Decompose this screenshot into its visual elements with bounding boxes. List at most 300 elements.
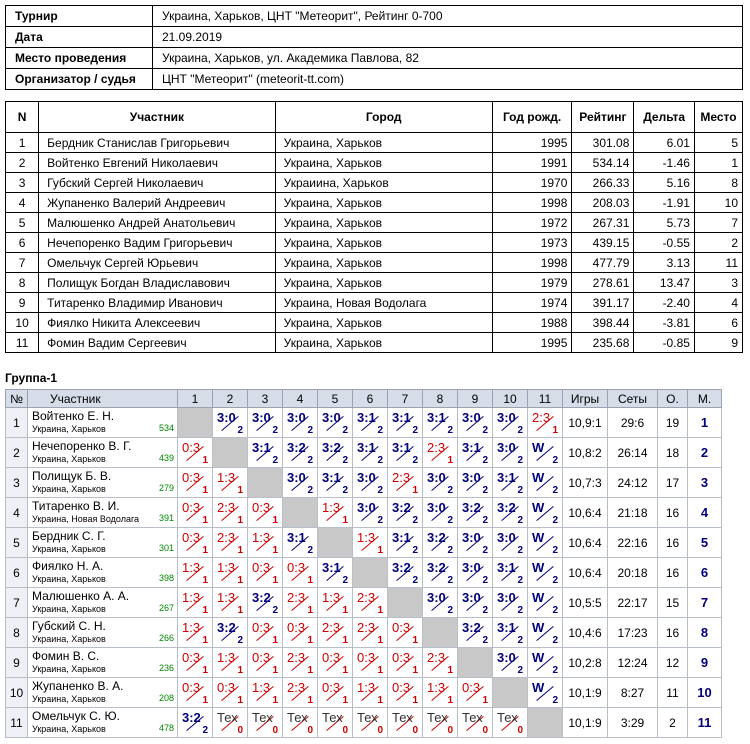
grid-player-num: 4 xyxy=(6,498,28,528)
participant-cell: 278.61 xyxy=(572,273,634,293)
participant-cell: Украина, Харьков xyxy=(275,213,492,233)
result-points: 0 xyxy=(517,725,523,736)
grid-result-cell xyxy=(283,678,318,708)
grid-result-cell xyxy=(318,558,353,588)
result-score: 0:3 xyxy=(252,620,271,635)
participant-cell: Украина, Харьков xyxy=(275,253,492,273)
result-points: 2 xyxy=(517,605,523,616)
result-points: 1 xyxy=(377,635,383,646)
grid-header-col: 6 xyxy=(353,390,388,408)
result-score: 0:3 xyxy=(322,650,341,665)
participant-cell: 534.14 xyxy=(572,153,634,173)
participants-table xyxy=(5,101,743,353)
result-points: 2 xyxy=(517,545,523,556)
grid-result-cell xyxy=(353,618,388,648)
grid-result-cell xyxy=(493,438,528,468)
result-points: 2 xyxy=(342,425,348,436)
grid-result-cell xyxy=(388,468,423,498)
grid-result-cell xyxy=(528,618,563,648)
result-score: 0:3 xyxy=(182,530,201,545)
participant-cell: 10 xyxy=(694,193,742,213)
result-points: 0 xyxy=(237,725,243,736)
result-score: 2:3 xyxy=(217,530,236,545)
grid-result-cell xyxy=(388,618,423,648)
grid-sets: 21:18 xyxy=(608,498,658,528)
result-score: 0:3 xyxy=(182,440,201,455)
result-points: 2 xyxy=(307,545,313,556)
participant-row xyxy=(6,193,743,213)
participant-cell: 1991 xyxy=(492,153,572,173)
grid-result-cell xyxy=(318,438,353,468)
result-points: 2 xyxy=(412,545,418,556)
grid-header-place: М. xyxy=(688,390,722,408)
info-value: 21.09.2019 xyxy=(153,27,743,48)
result-points: 1 xyxy=(272,515,278,526)
result-score: 3:0 xyxy=(427,590,446,605)
grid-sets: 29:6 xyxy=(608,408,658,438)
grid-points: 19 xyxy=(658,408,688,438)
grid-place: 5 xyxy=(688,528,722,558)
grid-player-num: 9 xyxy=(6,648,28,678)
grid-self-cell xyxy=(423,618,458,648)
grid-result-cell xyxy=(388,648,423,678)
participant-cell: 5 xyxy=(694,133,742,153)
result-points: 1 xyxy=(377,545,383,556)
result-score: 3:0 xyxy=(462,590,481,605)
grid-row xyxy=(6,468,722,498)
result-points: 1 xyxy=(202,545,208,556)
result-score: 0:3 xyxy=(392,680,411,695)
result-score: 3:1 xyxy=(497,470,516,485)
grid-games: 10,4:6 xyxy=(563,618,608,648)
grid-result-cell xyxy=(353,708,388,738)
grid-player-city: Украина, Харьков xyxy=(32,633,106,644)
participant-cell: Нечепоренко Вадим Григорьевич xyxy=(39,233,275,253)
info-value: Украина, Харьков, ул. Академика Павлова, 82 xyxy=(153,48,743,69)
participant-cell: Украина, Харьков xyxy=(275,333,492,353)
result-points: 2 xyxy=(307,425,313,436)
grid-result-cell xyxy=(423,408,458,438)
grid-result-cell xyxy=(388,408,423,438)
grid-result-cell xyxy=(528,588,563,618)
participant-cell: 5 xyxy=(6,213,39,233)
result-score: 1:3 xyxy=(357,530,376,545)
grid-row xyxy=(6,558,722,588)
result-score: 0:3 xyxy=(322,680,341,695)
result-score: 0:3 xyxy=(287,560,306,575)
grid-sets: 12:24 xyxy=(608,648,658,678)
grid-player-name: Губский С. Н. xyxy=(32,618,106,633)
result-score: 0:3 xyxy=(392,650,411,665)
grid-result-cell xyxy=(493,618,528,648)
grid-result-cell xyxy=(528,438,563,468)
result-score: 3:0 xyxy=(217,410,236,425)
grid-player xyxy=(28,708,178,738)
result-points: 2 xyxy=(237,635,243,646)
group-results-table xyxy=(5,389,722,738)
participant-row xyxy=(6,133,743,153)
result-score: W xyxy=(532,500,545,515)
grid-result-cell xyxy=(493,468,528,498)
result-score: Тех xyxy=(462,710,483,725)
grid-result-cell xyxy=(353,408,388,438)
result-score: 3:0 xyxy=(462,530,481,545)
result-score: 0:3 xyxy=(287,620,306,635)
result-points: 1 xyxy=(237,605,243,616)
result-points: 2 xyxy=(447,485,453,496)
participant-cell: Малюшенко Андрей Анатольевич xyxy=(39,213,275,233)
result-points: 2 xyxy=(517,425,523,436)
result-score: 3:2 xyxy=(287,440,306,455)
grid-self-cell xyxy=(493,678,528,708)
result-score: 3:1 xyxy=(497,560,516,575)
result-points: 1 xyxy=(412,695,418,706)
grid-player-rating: 208 xyxy=(158,693,174,703)
result-points: 2 xyxy=(272,605,278,616)
grid-row xyxy=(6,528,722,558)
result-points: 2 xyxy=(447,515,453,526)
participant-cell: Титаренко Владимир Иванович xyxy=(39,293,275,313)
grid-result-cell xyxy=(353,648,388,678)
result-points: 2 xyxy=(272,425,278,436)
result-points: 1 xyxy=(237,485,243,496)
participant-cell: 1988 xyxy=(492,313,572,333)
result-score: 2:3 xyxy=(427,440,446,455)
result-score: 1:3 xyxy=(217,590,236,605)
result-score: 2:3 xyxy=(357,620,376,635)
grid-games: 10,6:4 xyxy=(563,498,608,528)
grid-result-cell xyxy=(493,588,528,618)
result-score: Тех xyxy=(322,710,343,725)
grid-player-num: 3 xyxy=(6,468,28,498)
grid-result-cell xyxy=(388,678,423,708)
grid-player-city: Украина, Харьков xyxy=(32,573,106,584)
result-points: 2 xyxy=(482,515,488,526)
grid-result-cell xyxy=(178,438,213,468)
grid-result-cell xyxy=(178,558,213,588)
result-points: 2 xyxy=(377,515,383,526)
result-points: 1 xyxy=(202,485,208,496)
grid-result-cell xyxy=(353,588,388,618)
grid-result-cell xyxy=(318,648,353,678)
grid-player-rating: 236 xyxy=(158,663,174,673)
grid-result-cell xyxy=(388,528,423,558)
result-points: 2 xyxy=(482,455,488,466)
grid-player-city: Украина, Харьков xyxy=(32,693,106,704)
result-points: 1 xyxy=(307,575,313,586)
result-points: 2 xyxy=(342,455,348,466)
result-score: 0:3 xyxy=(252,500,271,515)
participant-cell: 1 xyxy=(6,133,39,153)
grid-header-sets: Сеты xyxy=(608,390,658,408)
grid-header-col: 2 xyxy=(213,390,248,408)
result-score: 1:3 xyxy=(427,680,446,695)
participant-cell: 1972 xyxy=(492,213,572,233)
grid-result-cell xyxy=(213,498,248,528)
result-score: 3:0 xyxy=(287,470,306,485)
result-points: 2 xyxy=(482,485,488,496)
participant-cell: 1998 xyxy=(492,193,572,213)
participant-cell: 4 xyxy=(694,293,742,313)
grid-result-cell xyxy=(178,648,213,678)
result-points: 1 xyxy=(272,575,278,586)
participant-cell: 1995 xyxy=(492,333,572,353)
grid-result-cell xyxy=(178,498,213,528)
result-points: 1 xyxy=(307,695,313,706)
participant-row xyxy=(6,253,743,273)
grid-result-cell xyxy=(213,618,248,648)
result-score: 3:1 xyxy=(252,440,271,455)
result-score: 3:0 xyxy=(287,410,306,425)
grid-result-cell xyxy=(423,588,458,618)
result-points: 2 xyxy=(237,425,243,436)
grid-player-rating: 398 xyxy=(158,573,174,583)
result-score: 3:0 xyxy=(357,470,376,485)
grid-player-city: Украина, Харьков xyxy=(32,603,106,614)
result-points: 2 xyxy=(447,425,453,436)
grid-result-cell xyxy=(248,588,283,618)
grid-result-cell xyxy=(283,558,318,588)
info-row xyxy=(6,48,743,69)
grid-result-cell xyxy=(528,558,563,588)
participant-row xyxy=(6,313,743,333)
grid-player xyxy=(28,588,178,618)
grid-points: 11 xyxy=(658,678,688,708)
grid-result-cell xyxy=(528,498,563,528)
result-points: 2 xyxy=(552,605,558,616)
grid-player-name: Титаренко В. И. xyxy=(32,498,120,513)
result-points: 1 xyxy=(307,665,313,676)
participant-cell: Украина, Новая Водолага xyxy=(275,293,492,313)
result-score: Тех xyxy=(357,710,378,725)
grid-result-cell xyxy=(318,618,353,648)
participant-cell: 8 xyxy=(6,273,39,293)
result-points: 2 xyxy=(412,425,418,436)
grid-player-city: Украина, Харьков xyxy=(32,663,106,674)
grid-result-cell xyxy=(423,648,458,678)
result-points: 2 xyxy=(447,545,453,556)
grid-result-cell xyxy=(458,468,493,498)
grid-result-cell xyxy=(388,708,423,738)
result-points: 2 xyxy=(482,425,488,436)
participant-cell: 3.13 xyxy=(634,253,695,273)
grid-player-city: Украина, Новая Водолага xyxy=(32,513,140,524)
participants-header: N xyxy=(6,102,39,133)
grid-result-cell xyxy=(178,468,213,498)
participant-cell: 1974 xyxy=(492,293,572,313)
participant-cell: 9 xyxy=(694,333,742,353)
grid-sets: 17:23 xyxy=(608,618,658,648)
participant-cell: Жупаненко Валерий Андреевич xyxy=(39,193,275,213)
result-score: W xyxy=(532,440,545,455)
grid-games: 10,8:2 xyxy=(563,438,608,468)
grid-result-cell xyxy=(493,558,528,588)
grid-player-num: 1 xyxy=(6,408,28,438)
grid-player xyxy=(28,408,178,438)
participant-cell: -0.85 xyxy=(634,333,695,353)
result-points: 2 xyxy=(552,485,558,496)
grid-result-cell xyxy=(213,558,248,588)
result-points: 1 xyxy=(482,695,488,706)
result-score: 3:1 xyxy=(427,410,446,425)
grid-result-cell xyxy=(458,558,493,588)
result-score: Тех xyxy=(392,710,413,725)
result-points: 2 xyxy=(482,635,488,646)
info-value: ЦНТ "Метеорит" (meteorit-tt.com) xyxy=(153,69,743,90)
result-score: 2:3 xyxy=(392,470,411,485)
grid-player-rating: 478 xyxy=(158,723,174,733)
result-score: 3:2 xyxy=(427,530,446,545)
result-points: 1 xyxy=(202,515,208,526)
participant-cell: 6 xyxy=(6,233,39,253)
result-score: 3:1 xyxy=(392,530,411,545)
grid-result-cell xyxy=(248,618,283,648)
grid-points: 16 xyxy=(658,498,688,528)
participant-cell: 1970 xyxy=(492,173,572,193)
participant-cell: -1.91 xyxy=(634,193,695,213)
result-score: 2:3 xyxy=(217,500,236,515)
grid-header-name: Участник xyxy=(28,390,178,408)
grid-result-cell xyxy=(213,678,248,708)
grid-result-cell xyxy=(248,438,283,468)
result-score: 1:3 xyxy=(182,620,201,635)
grid-result-cell xyxy=(423,498,458,528)
result-score: 1:3 xyxy=(322,500,341,515)
grid-result-cell xyxy=(318,408,353,438)
grid-result-cell xyxy=(423,438,458,468)
grid-player-name: Нечепоренко В. Г. xyxy=(32,438,132,453)
result-score: 1:3 xyxy=(217,650,236,665)
grid-sets: 20:18 xyxy=(608,558,658,588)
result-score: 3:2 xyxy=(182,710,201,725)
result-score: 3:0 xyxy=(427,470,446,485)
grid-player-rating: 279 xyxy=(158,483,174,493)
grid-result-cell xyxy=(423,468,458,498)
result-points: 2 xyxy=(412,515,418,526)
grid-result-cell xyxy=(528,648,563,678)
result-score: 1:3 xyxy=(357,680,376,695)
grid-result-cell xyxy=(318,678,353,708)
participant-cell: 13.47 xyxy=(634,273,695,293)
result-score: 2:3 xyxy=(427,650,446,665)
grid-points: 2 xyxy=(658,708,688,738)
info-key: Дата xyxy=(6,27,153,48)
grid-player-num: 8 xyxy=(6,618,28,648)
grid-result-cell xyxy=(248,708,283,738)
result-score: 0:3 xyxy=(357,650,376,665)
grid-result-cell xyxy=(458,528,493,558)
grid-result-cell xyxy=(213,708,248,738)
grid-result-cell xyxy=(493,648,528,678)
grid-place: 4 xyxy=(688,498,722,528)
result-points: 1 xyxy=(237,575,243,586)
result-points: 2 xyxy=(552,635,558,646)
result-points: 1 xyxy=(342,635,348,646)
grid-place: 9 xyxy=(688,648,722,678)
result-points: 1 xyxy=(202,605,208,616)
result-points: 1 xyxy=(202,695,208,706)
grid-player-name: Фомин В. С. xyxy=(32,648,100,663)
grid-result-cell xyxy=(178,708,213,738)
grid-sets: 22:16 xyxy=(608,528,658,558)
grid-points: 15 xyxy=(658,588,688,618)
grid-player-rating: 439 xyxy=(158,453,174,463)
grid-player-rating: 301 xyxy=(158,543,174,553)
grid-result-cell xyxy=(318,498,353,528)
result-score: 3:0 xyxy=(252,410,271,425)
grid-games: 10,6:4 xyxy=(563,528,608,558)
grid-self-cell xyxy=(353,558,388,588)
grid-player-num: 2 xyxy=(6,438,28,468)
grid-self-cell xyxy=(178,408,213,438)
result-score: Тех xyxy=(427,710,448,725)
grid-player-name: Омельчук С. Ю. xyxy=(32,708,120,723)
grid-header-num: № xyxy=(6,390,28,408)
participant-cell: 6.01 xyxy=(634,133,695,153)
result-score: Тех xyxy=(287,710,308,725)
grid-result-cell xyxy=(178,588,213,618)
participant-cell: 9 xyxy=(6,293,39,313)
result-score: 3:2 xyxy=(252,590,271,605)
grid-result-cell xyxy=(178,678,213,708)
result-points: 1 xyxy=(272,665,278,676)
result-points: 2 xyxy=(517,635,523,646)
result-points: 1 xyxy=(237,665,243,676)
grid-result-cell xyxy=(283,618,318,648)
result-score: 3:2 xyxy=(217,620,236,635)
result-points: 2 xyxy=(482,605,488,616)
result-points: 1 xyxy=(342,695,348,706)
result-score: 1:3 xyxy=(252,680,271,695)
result-points: 1 xyxy=(307,635,313,646)
result-points: 1 xyxy=(202,455,208,466)
result-score: 3:0 xyxy=(462,470,481,485)
result-score: 3:2 xyxy=(427,560,446,575)
result-points: 2 xyxy=(482,545,488,556)
grid-result-cell xyxy=(458,678,493,708)
result-points: 2 xyxy=(377,485,383,496)
grid-player-name: Фиялко Н. А. xyxy=(32,558,104,573)
participant-cell: 4 xyxy=(6,193,39,213)
grid-self-cell xyxy=(388,588,423,618)
info-key: Место проведения xyxy=(6,48,153,69)
info-row xyxy=(6,69,743,90)
result-points: 1 xyxy=(342,605,348,616)
participant-cell: -1.46 xyxy=(634,153,695,173)
grid-result-cell xyxy=(248,648,283,678)
result-score: W xyxy=(532,590,545,605)
result-points: 2 xyxy=(272,455,278,466)
grid-result-cell xyxy=(493,708,528,738)
result-points: 1 xyxy=(237,515,243,526)
result-points: 0 xyxy=(307,725,313,736)
grid-result-cell xyxy=(458,408,493,438)
participants-header: Дельта xyxy=(634,102,695,133)
participant-cell: 7 xyxy=(6,253,39,273)
grid-result-cell xyxy=(528,408,563,438)
grid-result-cell xyxy=(283,408,318,438)
participant-cell: Украина, Харьков xyxy=(275,133,492,153)
grid-player-rating: 266 xyxy=(158,633,174,643)
grid-sets: 22:17 xyxy=(608,588,658,618)
grid-place: 6 xyxy=(688,558,722,588)
result-score: 3:0 xyxy=(462,560,481,575)
grid-player-name: Бердник С. Г. xyxy=(32,528,106,543)
grid-place: 8 xyxy=(688,618,722,648)
grid-player-name: Полищук Б. В. xyxy=(32,468,112,483)
participant-cell: Украина, Харьков xyxy=(275,153,492,173)
result-score: 0:3 xyxy=(182,470,201,485)
